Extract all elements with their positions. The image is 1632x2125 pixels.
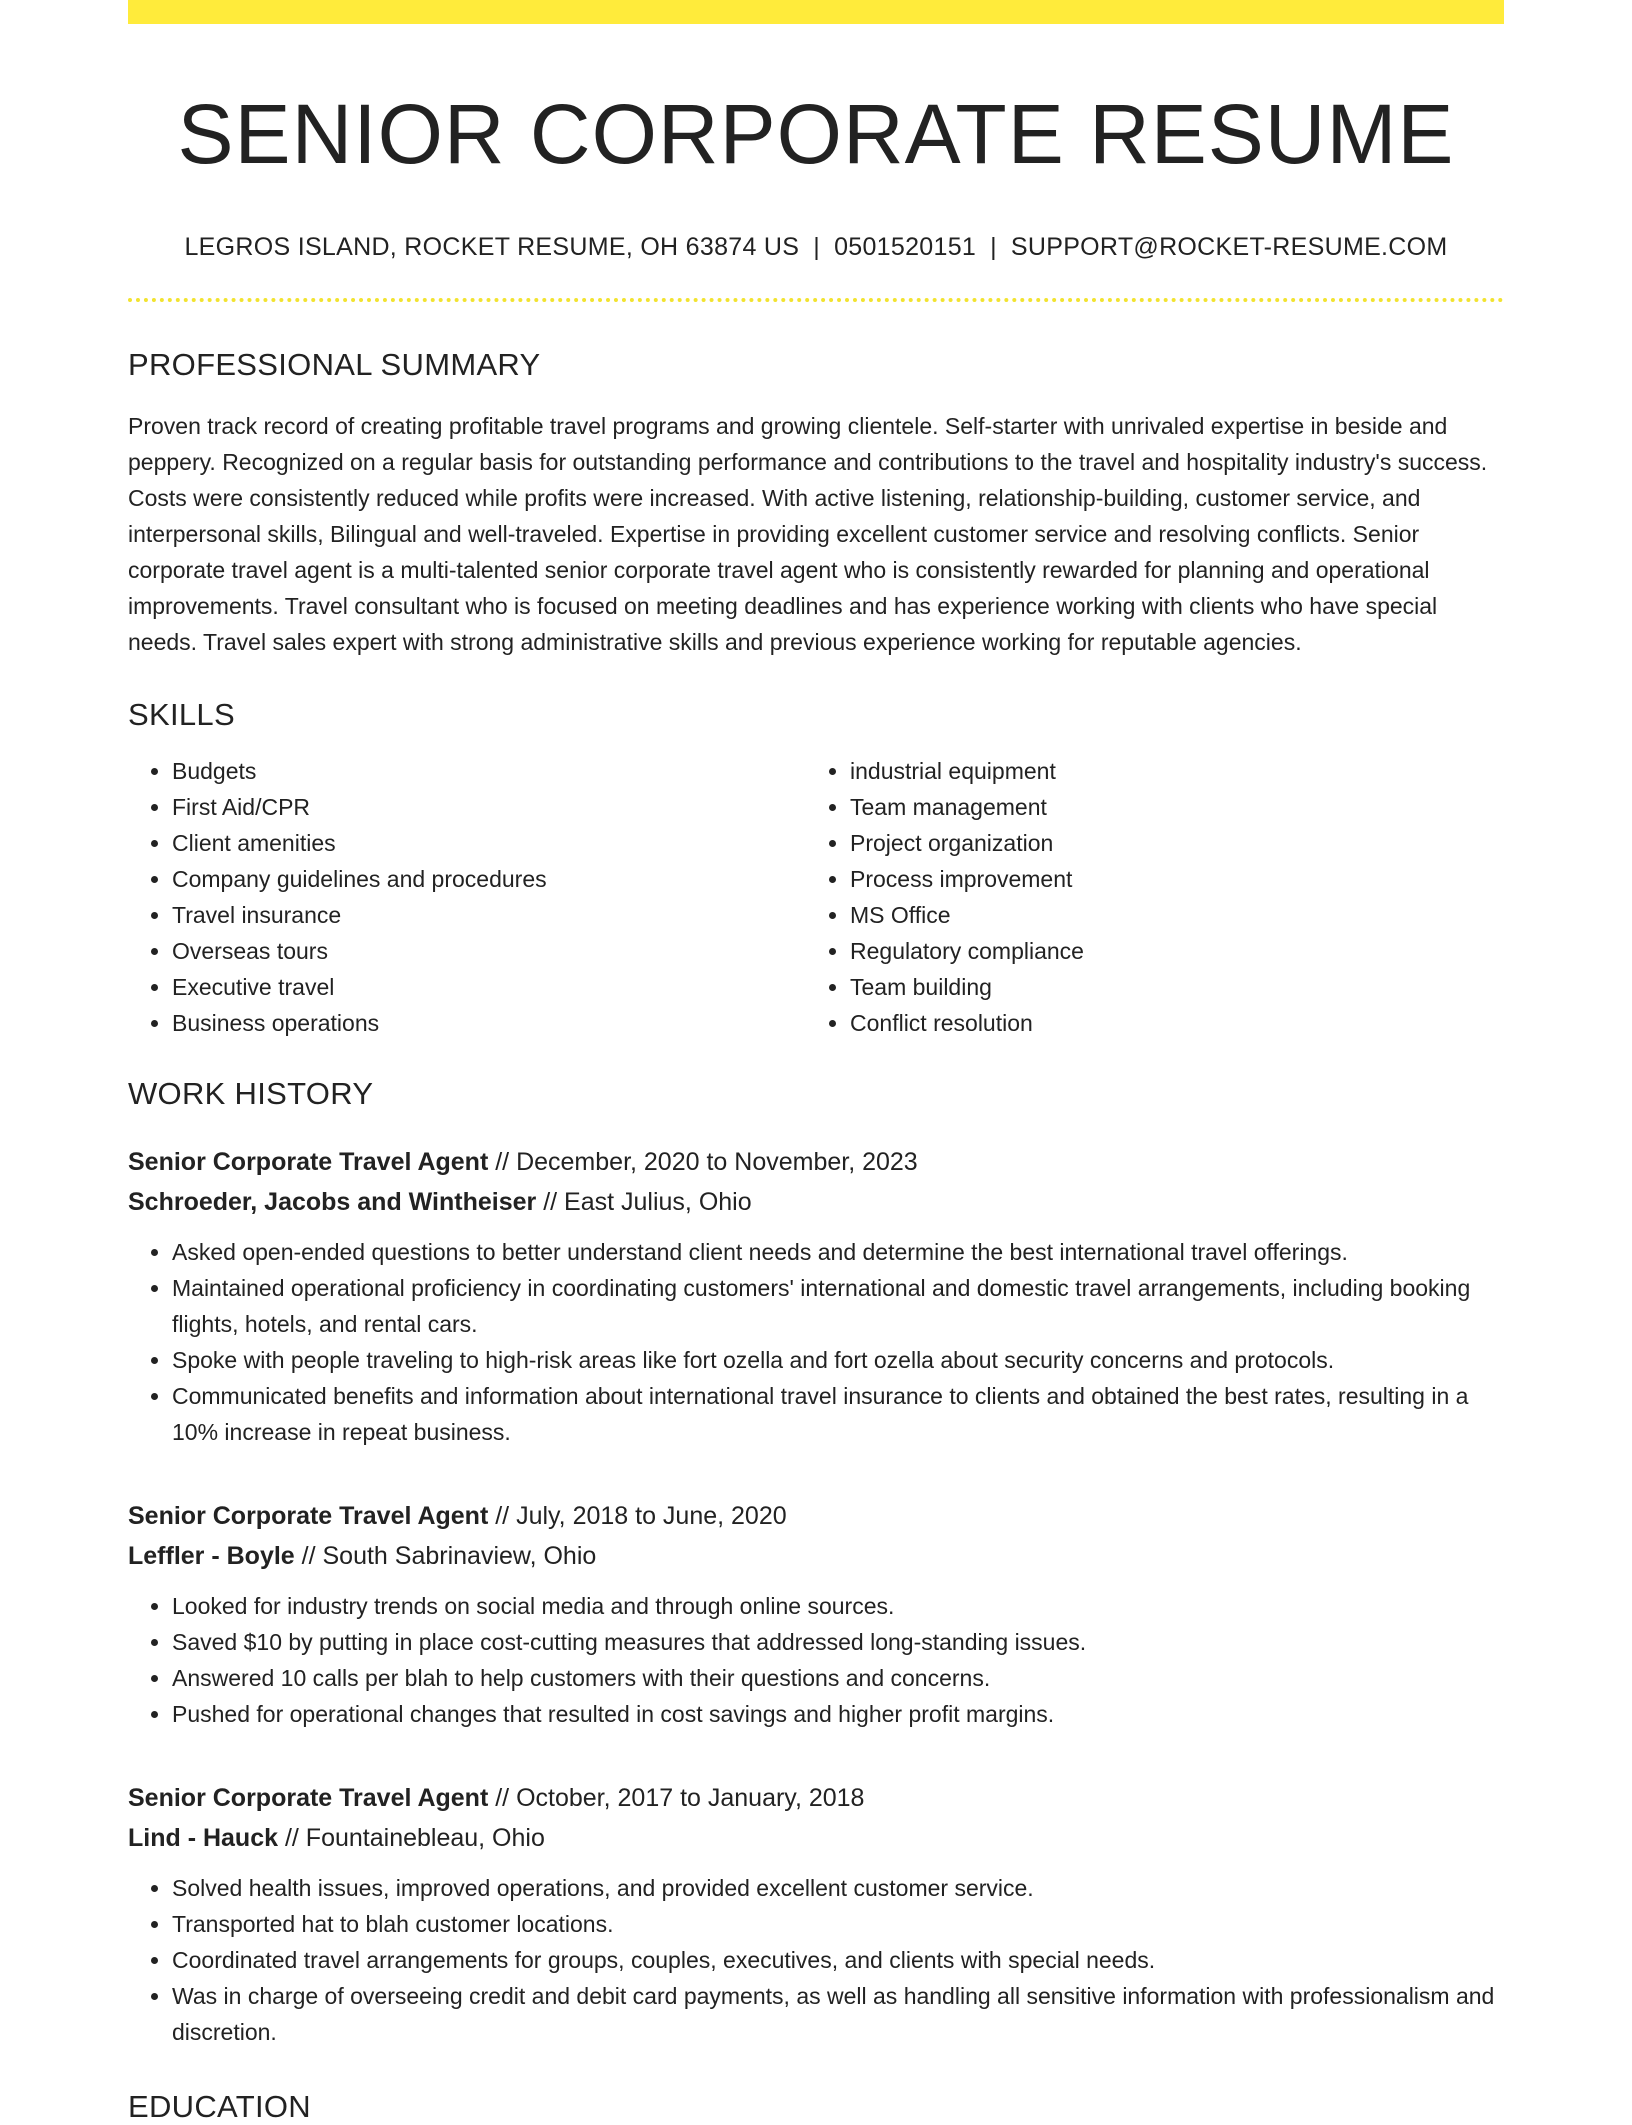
resume-title: SENIOR CORPORATE RESUME: [177, 87, 1455, 181]
skills-column-left: [128, 753, 806, 1041]
contact-address: LEGROS ISLAND, ROCKET RESUME, OH 63874 US: [184, 233, 800, 262]
job-company: Leffler - Boyle: [128, 1541, 295, 1570]
resume-page: [128, 0, 1504, 2125]
skills-heading: SKILLS: [128, 696, 235, 732]
job-bullets: [128, 1234, 1504, 1450]
skill-item: • Regulatory compliance: [850, 933, 1484, 969]
contact-separator: |: [813, 233, 821, 262]
job-company: Schroeder, Jacobs and Wintheiser: [128, 1187, 537, 1216]
job-company-line: [128, 1536, 1504, 1576]
contact-phone: 0501520151: [834, 233, 977, 262]
skill-item: • Overseas tours: [172, 933, 806, 969]
job-company-line: [128, 1818, 1504, 1858]
job-location: // Fountainebleau, Ohio: [284, 1823, 545, 1852]
skill-item: • Team management: [850, 789, 1484, 825]
job-role: Senior Corporate Travel Agent: [128, 1783, 489, 1812]
job-dates: // October, 2017 to January, 2018: [495, 1783, 865, 1812]
job-bullets: [128, 1588, 1504, 1732]
job-bullet: • Was in charge of overseeing credit and debit card payments, as well as handling all sensitive information with professionalism and discretion.: [172, 1978, 1504, 2050]
skill-item: • Executive travel: [172, 969, 806, 1005]
education-heading: EDUCATION: [128, 2088, 311, 2124]
job-dates: // July, 2018 to June, 2020: [495, 1501, 787, 1530]
skill-item: • First Aid/CPR: [172, 789, 806, 825]
skill-item: • Company guidelines and procedures: [172, 861, 806, 897]
skill-item: • Team building: [850, 969, 1484, 1005]
job-bullet: • Pushed for operational changes that resulted in cost savings and higher profit margins.: [172, 1696, 1504, 1732]
job-bullet: • Answered 10 calls per blah to help customers with their questions and concerns.: [172, 1660, 1504, 1696]
job-entry: [128, 1142, 1504, 1450]
job-title-line: [128, 1778, 1504, 1818]
summary-text: Proven track record of creating profitable travel programs and growing clientele. Self-starter with unrivaled expertise in beside and peppery. Recognized on a regular basis for outstanding performance and contributions to the travel and hospitality industry's success. Costs were consistently reduced while profits were increased. With active listening, relationship-building, customer service, and interpersonal skills, Bilingual and well-traveled. Expertise in providing excellent customer service and resolving conflicts. Senior corporate travel agent is a multi-talented senior corporate travel agent who is consistently rewarded for planning and operational improvements. Travel consultant who is focused on meeting deadlines and has experience working with clients who have special needs. Travel sales expert with strong administrative skills and previous experience working for reputable agencies.: [128, 412, 1488, 655]
skill-item: • Conflict resolution: [850, 1005, 1484, 1041]
contact-email: SUPPORT@ROCKET-RESUME.COM: [1010, 233, 1448, 262]
job-bullets: [128, 1870, 1504, 2050]
job-company: Lind - Hauck: [128, 1823, 279, 1852]
job-title-line: [128, 1496, 1504, 1536]
contact-separator: |: [990, 233, 997, 262]
skill-item: • Business operations: [172, 1005, 806, 1041]
skill-item: • Client amenities: [172, 825, 806, 861]
job-bullet: • Asked open-ended questions to better understand client needs and determine the best international travel offerings.: [172, 1234, 1504, 1270]
work-history-heading: WORK HISTORY: [128, 1075, 374, 1111]
job-bullet: • Solved health issues, improved operations, and provided excellent customer service.: [172, 1870, 1504, 1906]
job-title-line: [128, 1142, 1504, 1182]
skills-list: [128, 753, 1504, 1041]
job-role: Senior Corporate Travel Agent: [128, 1501, 489, 1530]
job-bullet: • Maintained operational proficiency in coordinating customers' international and domestic travel arrangements, including booking flights, hotels, and rental cars.: [172, 1270, 1504, 1342]
skill-item: • industrial equipment: [850, 753, 1484, 789]
job-bullet: • Saved $10 by putting in place cost-cutting measures that addressed long-standing issues.: [172, 1624, 1504, 1660]
job-company-line: [128, 1182, 1504, 1222]
skill-item: • Budgets: [172, 753, 806, 789]
skill-item: • MS Office: [850, 897, 1484, 933]
skill-item: • Project organization: [850, 825, 1484, 861]
job-bullet: • Transported hat to blah customer locations.: [172, 1906, 1504, 1942]
job-location: // South Sabrinaview, Ohio: [301, 1541, 597, 1570]
job-entry: [128, 1778, 1504, 2050]
summary-heading: PROFESSIONAL SUMMARY: [128, 347, 541, 383]
dotted-divider: [128, 298, 1504, 302]
skill-item: • Process improvement: [850, 861, 1484, 897]
job-bullet: • Looked for industry trends on social media and through online sources.: [172, 1588, 1504, 1624]
skills-column-right: [806, 753, 1484, 1041]
job-location: // East Julius, Ohio: [543, 1187, 752, 1216]
job-bullet: • Coordinated travel arrangements for groups, couples, executives, and clients with special needs.: [172, 1942, 1504, 1978]
skill-item: • Travel insurance: [172, 897, 806, 933]
contact-line: [128, 232, 1504, 262]
top-accent-bar: [128, 0, 1504, 24]
job-role: Senior Corporate Travel Agent: [128, 1147, 489, 1176]
job-entry: [128, 1496, 1504, 1732]
job-dates: // December, 2020 to November, 2023: [495, 1147, 918, 1176]
job-bullet: • Communicated benefits and information about international travel insurance to clients and obtained the best rates, resulting in a 10% increase in repeat business.: [172, 1378, 1504, 1450]
job-bullet: • Spoke with people traveling to high-risk areas like fort ozella and fort ozella about security concerns and protocols.: [172, 1342, 1504, 1378]
